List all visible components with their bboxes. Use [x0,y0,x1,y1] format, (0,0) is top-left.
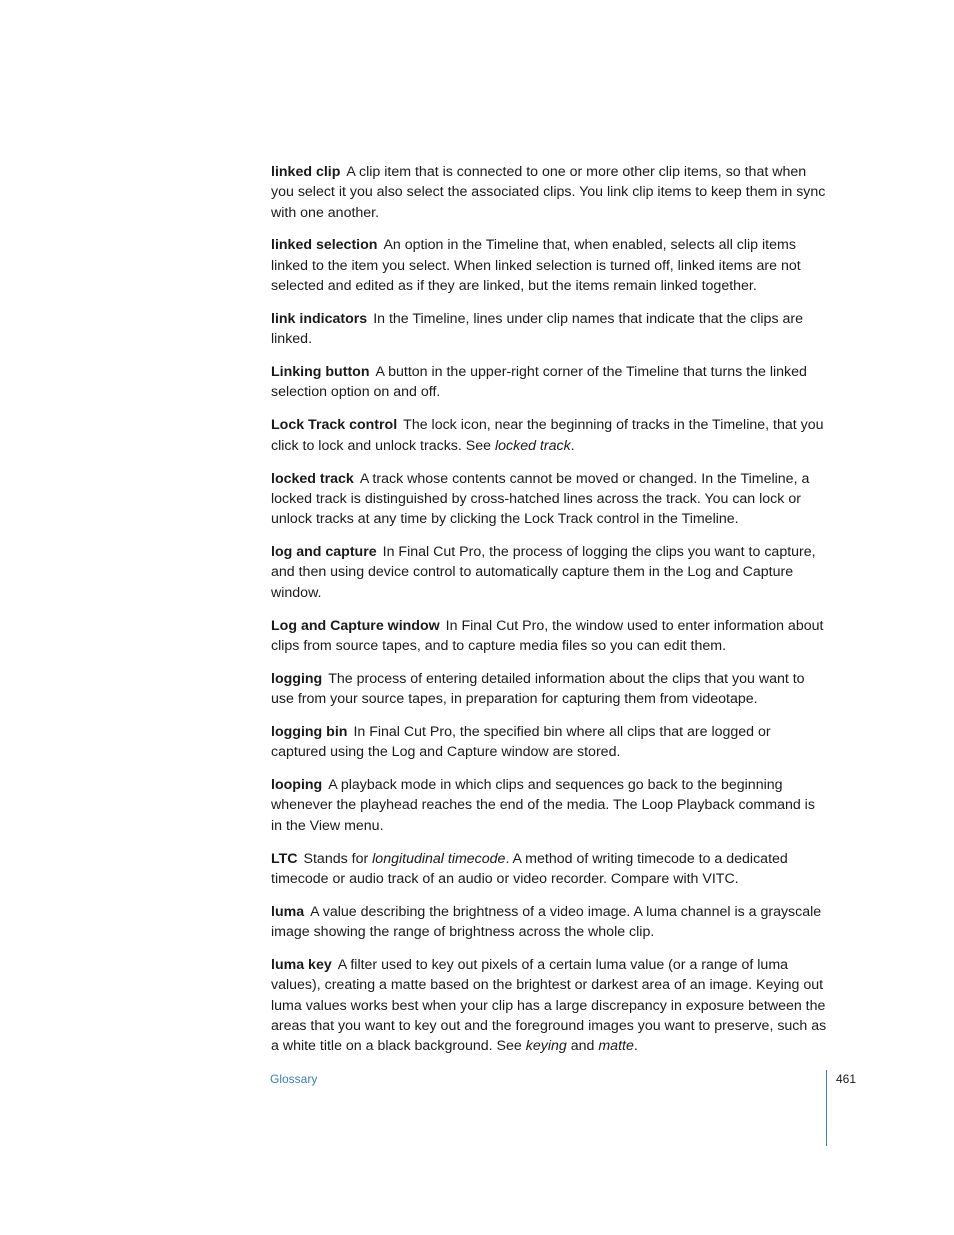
cross-reference: longitudinal timecode [372,850,506,867]
entry-definition: In Final Cut Pro, the window used to enter information about clips from source tapes, and to capture media files so you can edit them. [271,617,824,654]
entry-term: Log and Capture window [271,617,440,634]
footer-section-label: Glossary [270,1072,318,1086]
glossary-entry [271,616,827,657]
glossary-entries [271,162,827,1069]
entry-term: looping [271,777,323,794]
glossary-entry [271,162,827,223]
entry-definition: A value describing the brightness of a video image. A luma channel is a grayscale image showing the range of brightness across the whole clip. [271,903,822,941]
glossary-entry [271,469,827,530]
glossary-entry [271,902,827,943]
footer-divider [826,1070,827,1146]
entry-term: LTC [271,850,298,867]
entry-definition: A button in the upper-right corner of the Timeline that turns the linked selection option on and off. [271,364,807,401]
glossary-entry [271,542,827,603]
entry-definition: A track whose contents cannot be moved or changed. In the Timeline, a locked track is distinguished by cross-hatched lines across the track. You can lock or unlock tracks at any time by clicking the Lock Track control in the Timeline. [271,470,810,528]
entry-definition: A playback mode in which clips and sequences go back to the beginning whenever the playhead reaches the end of the media. The Loop Playback command is in the View menu. [271,777,815,834]
entry-term: link indicators [271,310,368,327]
glossary-entry [271,849,827,890]
cross-reference: matte [598,1038,634,1055]
entry-definition-end: . [570,437,575,454]
cross-reference: locked track [494,437,571,454]
entry-definition: The lock icon, near the beginning of tracks in the Timeline, that you click to lock and unlock tracks. See [271,417,824,454]
page-number: 461 [836,1072,857,1086]
entry-definition: A clip item that is connected to one or more other clip items, so that when you select it you also select the associated clips. You link clip items to keep them in sync with one another. [271,164,826,221]
entry-definition: Stands for [303,850,369,867]
entry-term: luma [271,903,305,920]
entry-term: Lock Track control [271,417,398,434]
entry-term: linked selection [271,237,378,254]
glossary-entry [271,955,827,1056]
glossary-entry [271,415,827,456]
entry-term: luma key [271,956,332,973]
entry-definition: In Final Cut Pro, the process of logging the clips you want to capture, and then using device control to automatically capture them in the Log and Capture window. [271,544,816,601]
entry-definition: A filter used to key out pixels of a certain luma value (or a range of luma values), creating a matte based on the brightest or darkest area of an image. Keying out luma values works best when your clip has a large discrepancy in exposure between the areas that you want to key out and the foreground images you want to preserve, such as a white title on a black background. See [271,956,827,1055]
entry-definition: An option in the Timeline that, when enabled, selects all clip items linked to the item you select. When linked selection is turned off, linked items are not selected and edited as if they are linked, but the items remain linked together. [271,237,801,295]
glossary-entry [271,722,827,763]
entry-definition: In the Timeline, lines under clip names that indicate that the clips are linked. [271,310,803,348]
cross-reference: keying [525,1038,567,1055]
entry-definition: The process of entering detailed information about the clips that you want to use from your source tapes, in preparation for capturing them from videotape. [271,670,805,707]
glossary-entry [271,309,827,350]
glossary-entry [271,362,827,403]
entry-definition-end: . [633,1038,638,1055]
glossary-entry [271,775,827,836]
entry-term: linked clip [271,164,341,180]
entry-definition: In Final Cut Pro, the specified bin where all clips that are logged or captured using the Log and Capture window are stored. [271,723,771,761]
entry-definition-end: . A method of writing timecode to a dedicated timecode or audio track of an audio or video recorder. Compare with VITC. [271,850,788,887]
entry-term: logging [271,670,323,687]
entry-term: logging bin [271,723,348,740]
entry-term: log and capture [271,544,377,561]
entry-term: Linking button [271,364,370,381]
entry-definition-joiner: and [570,1038,595,1055]
glossary-entry [271,235,827,296]
glossary-entry [271,669,827,710]
entry-term: locked track [271,470,354,487]
